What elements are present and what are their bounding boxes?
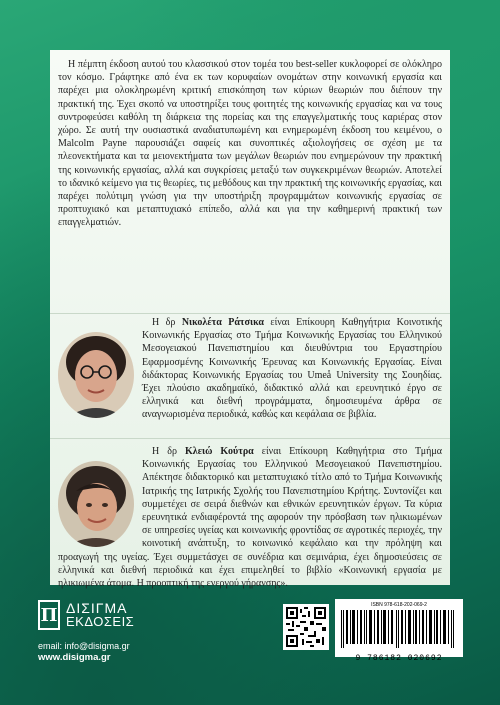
book-description: Η πέμπτη έκδοση αυτού του κλασσικού στον τομέα του best-seller κυκλοφορεί σε ολόκληρο τον κόσμο. Γράφτηκε από ένα εκ των κορυφαίων ονομάτων στην κοινωνική εργασία και παρέχει μια ολοκληρωμένη κριτική επισκόπηση των κύριων θεωριών που διέπουν την πρακτική της. Έχει σκοπό να υποστηρίξει τους φοιτητές της κοινωνικής εργασίας και να τους συντροφεύσει καθόλη τη διάρκεια της πορείας και της επαγγελματικής τους καριέρας στον χώρο. Σε αυτή την ουσιαστικά αναδιατυπωμένη και ενημερωμένη έκδοση του κειμένου, ο Malcolm Payne παρουσιάζει σαφείς και συνοπτικές αξιολογήσεις σε σχέση με τα πλεονεκτήματα και τα μειονεκτήματα των μεγάλων θεωριών που ενημερώνουν την πρακτική της κοινωνικής εργασίας, αλλά και συγκρίσεις μεταξύ των συγκεκριμένων θεωριών. Αποτελεί το ιδανικό κείμενο για τις θεωρίες, τις μεθόδους και την πρακτική της κοινωνικής εργασίας, και παρέχει πολύτιμη γνώση για την υποστήριξη προγραμμάτων κοινωνικής εργασίας σε προπτυχιακό και μεταπτυχιακό επίπεδο, αλλά και για την καθημερινή πρακτική των επαγγελματιών. (58, 59, 442, 229)
publisher-website: www.disigma.gr (38, 652, 111, 663)
author-bio-koutra (58, 391, 442, 590)
publisher-block (38, 598, 168, 664)
publisher-logo (38, 598, 168, 632)
bio-prefix: Η δρ (152, 446, 186, 457)
back-cover-panel (50, 50, 450, 590)
author-name-ratsika: Νικολέτα Ράτσικα (181, 317, 264, 328)
barcode-digits: 9 786182 020692 (355, 654, 443, 663)
bio-text-ratsika: είναι Επίκουρη Καθηγήτρια Κοινοτικής Κοινωνικής Εργασίας στο Τμήμα Κοινωνικής Εργασίας του Ελληνικού Μεσογειακού Πανεπιστημίου και διευθύντρια του Εργαστηρίου Εφαρμοσμένης Κοινωνικής Έρευνας και Κοινωνικής Εργασίας. Είναι διδάκτορας Κοινωνικής Εργασίας του Umeå University της Σουηδίας. Έχει πλούσιο ακαδημαϊκό, διδακτικό αλλά και ερευνητικό έργο σε ελληνικά και διεθνή προγράμματα, δημοσιευμένα άρθρα σε αναγνωρισμένα περιοδικά, καθώς και κεφάλαια σε βιβλία. (142, 317, 442, 421)
qr-code (283, 604, 329, 650)
publisher-subtitle: ΕΚΔΟΣΕΙΣ (66, 614, 135, 629)
publisher-name: ΔΙΣΙΓΜΑ (66, 600, 128, 616)
bio-text-koutra: είναι Επίκουρη Καθηγήτρια στο Τμήμα Κοινωνικής Εργασίας του Ελληνικού Μεσογειακού Πανεπιστημίου. Απέκτησε διδακτορικό και μεταπτυχιακό τίτλο από το Τμήμα Κοινωνικής Ιατρικής της Ιατρικής Σχολής του Πανεπιστημίου Κρήτης. Συντονίζει και συμμετέχει σε σειρά διεθνών και εθνικών ερευνητικών έργων. Τα κύρια ερευνητικά ενδιαφέροντά της αφορούν την πρόσβαση των ηλικιωμένων σε υπηρεσίες υγείας και κοινωνικής φροντίδας σε αγροτικές περιοχές, την κοινοτική ανάπτυξη, το κοινωνικό κεφάλαιο και την πρόληψη και προαγωγή της υγείας. Έχει συμμετάσχει σε συνέδρια και σεμινάρια, έχει δημοσιεύσεις σε ελληνικά και διεθνή περιοδικά και έχει επιμεληθεί το βιβλίο «Κοινωνική εργασία με ηλικιωμένα άτομα. Η προοπτική της ενεργού γήρανσης». (58, 446, 442, 590)
isbn-barcode (335, 599, 463, 663)
divider (50, 313, 450, 314)
barcode-icon (339, 610, 459, 648)
bio-prefix: Η δρ (152, 317, 182, 328)
isbn-number: ISBN 978-618-202-069-2 (371, 602, 427, 608)
author-name-koutra: Κλειώ Κούτρα (185, 446, 254, 457)
author-photo-koutra (58, 461, 134, 547)
publisher-logo-icon: Π (38, 600, 60, 630)
publisher-email: email: info@disigma.gr (38, 641, 130, 651)
